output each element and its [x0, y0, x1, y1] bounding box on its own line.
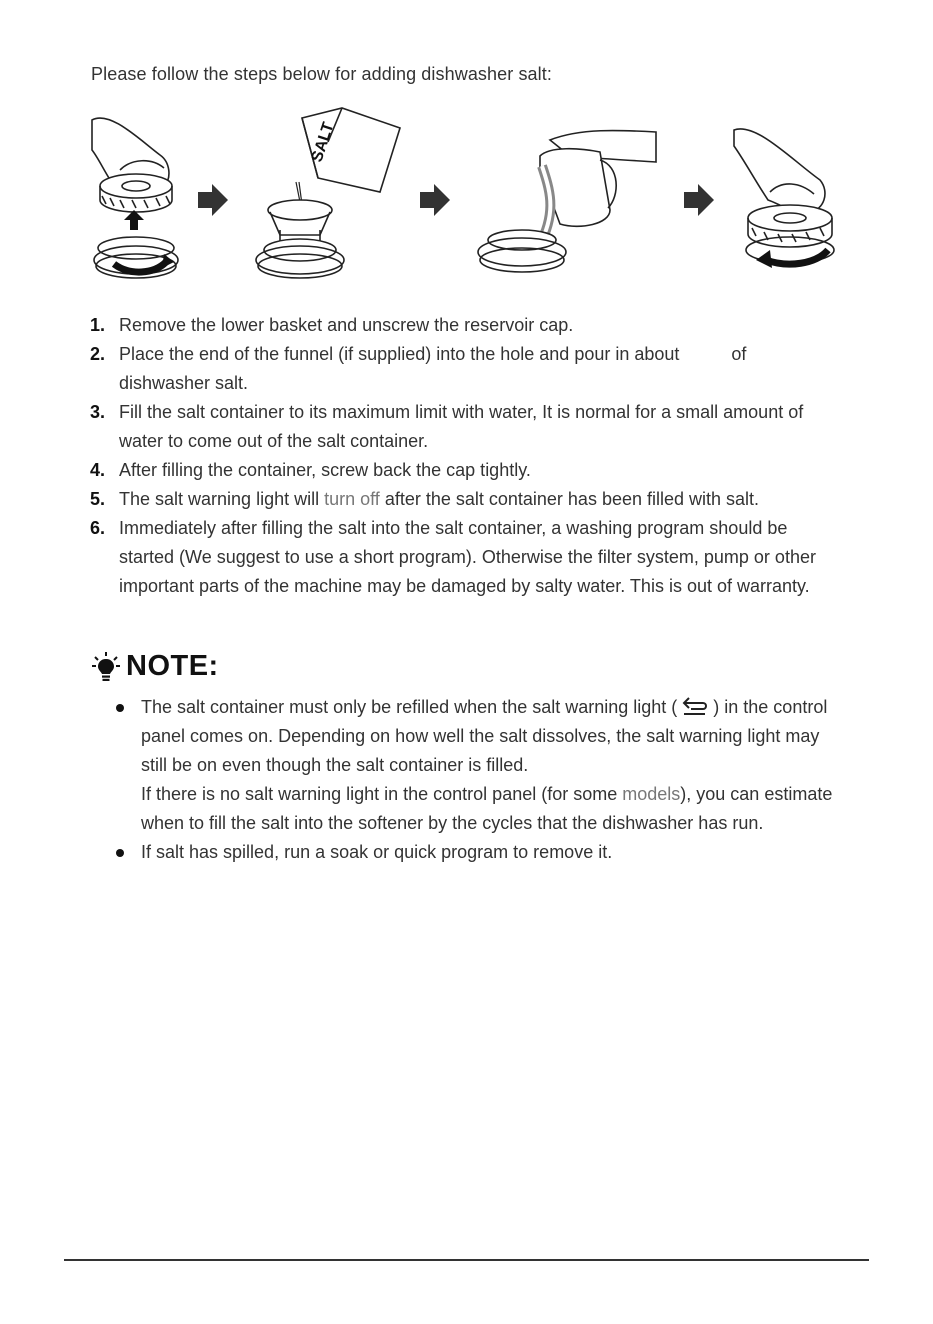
note-text-part: ) in the control panel comes on. Depending on how well the salt dissolves, the salt warning light may still be on even though the salt container is filled. [141, 697, 828, 775]
note-text-part: The salt container must only be refilled when the salt warning light ( [141, 697, 678, 717]
step-number: 3. [90, 402, 106, 422]
intro-text: Please follow the steps below for adding dishwasher salt: [91, 64, 552, 84]
step-text: Fill the salt container to its maximum limit with water, It is normal for a small amount of water to come out of the salt container. [119, 402, 804, 451]
step-text [119, 485, 835, 514]
list-item [90, 340, 835, 398]
list-item [112, 693, 837, 838]
step-text-part: after the salt container has been filled with salt. [379, 489, 760, 509]
list-item [90, 485, 835, 514]
note-heading [92, 650, 219, 683]
step-text-part: The salt warning light will [119, 489, 325, 509]
note-title: NOTE: [126, 650, 219, 682]
note-text-part: If there is no salt warning light in the control panel (for some [141, 784, 623, 804]
list-item [90, 398, 835, 456]
unscrew-cap-figure [92, 118, 178, 278]
step-number: 5. [90, 489, 106, 509]
step-number: 1. [90, 315, 106, 335]
salt-warning-light-icon [681, 695, 709, 717]
salt-steps-illustration [80, 100, 860, 290]
step-text-part: Place the end of the funnel (if supplied) into the hole and pour in about [119, 344, 680, 364]
bullet-icon [112, 838, 141, 867]
list-item [90, 456, 835, 485]
footer-divider [64, 1259, 869, 1261]
step-text: After filling the container, screw back the cap tightly. [119, 460, 531, 480]
pour-salt-figure [256, 108, 400, 278]
list-item [90, 514, 835, 601]
step-number: 6. [90, 518, 106, 538]
step-number: 2. [90, 344, 106, 364]
list-item [90, 311, 835, 340]
step-number: 4. [90, 460, 106, 480]
note-text: If salt has spilled, run a soak or quick program to remove it. [141, 842, 613, 862]
salt-box-label: SALT [308, 120, 338, 165]
step-text-part: of dishwasher salt. [119, 344, 747, 393]
pour-water-figure [478, 130, 656, 272]
note-text [141, 693, 837, 838]
step-text [119, 340, 835, 398]
note-list [112, 693, 837, 867]
list-item [112, 838, 837, 867]
steps-list [90, 311, 835, 601]
lightbulb-icon [92, 651, 120, 683]
note-text-muted: models [622, 784, 681, 804]
note-text-part: ), you can estimate when to fill the salt into the softener by the cycles that the dishwasher has run. [141, 784, 833, 833]
bullet-icon [112, 693, 141, 838]
step-text-muted: turn off [324, 489, 380, 509]
step-text: Remove the lower basket and unscrew the reservoir cap. [119, 315, 574, 335]
step-text: Immediately after filling the salt into the salt container, a washing program should be started (We suggest to use a short program). Otherwise the filter system, pump or other important parts of the machine may be damaged by salty water. This is out of warranty. [119, 518, 816, 596]
screw-cap-figure [734, 129, 834, 268]
